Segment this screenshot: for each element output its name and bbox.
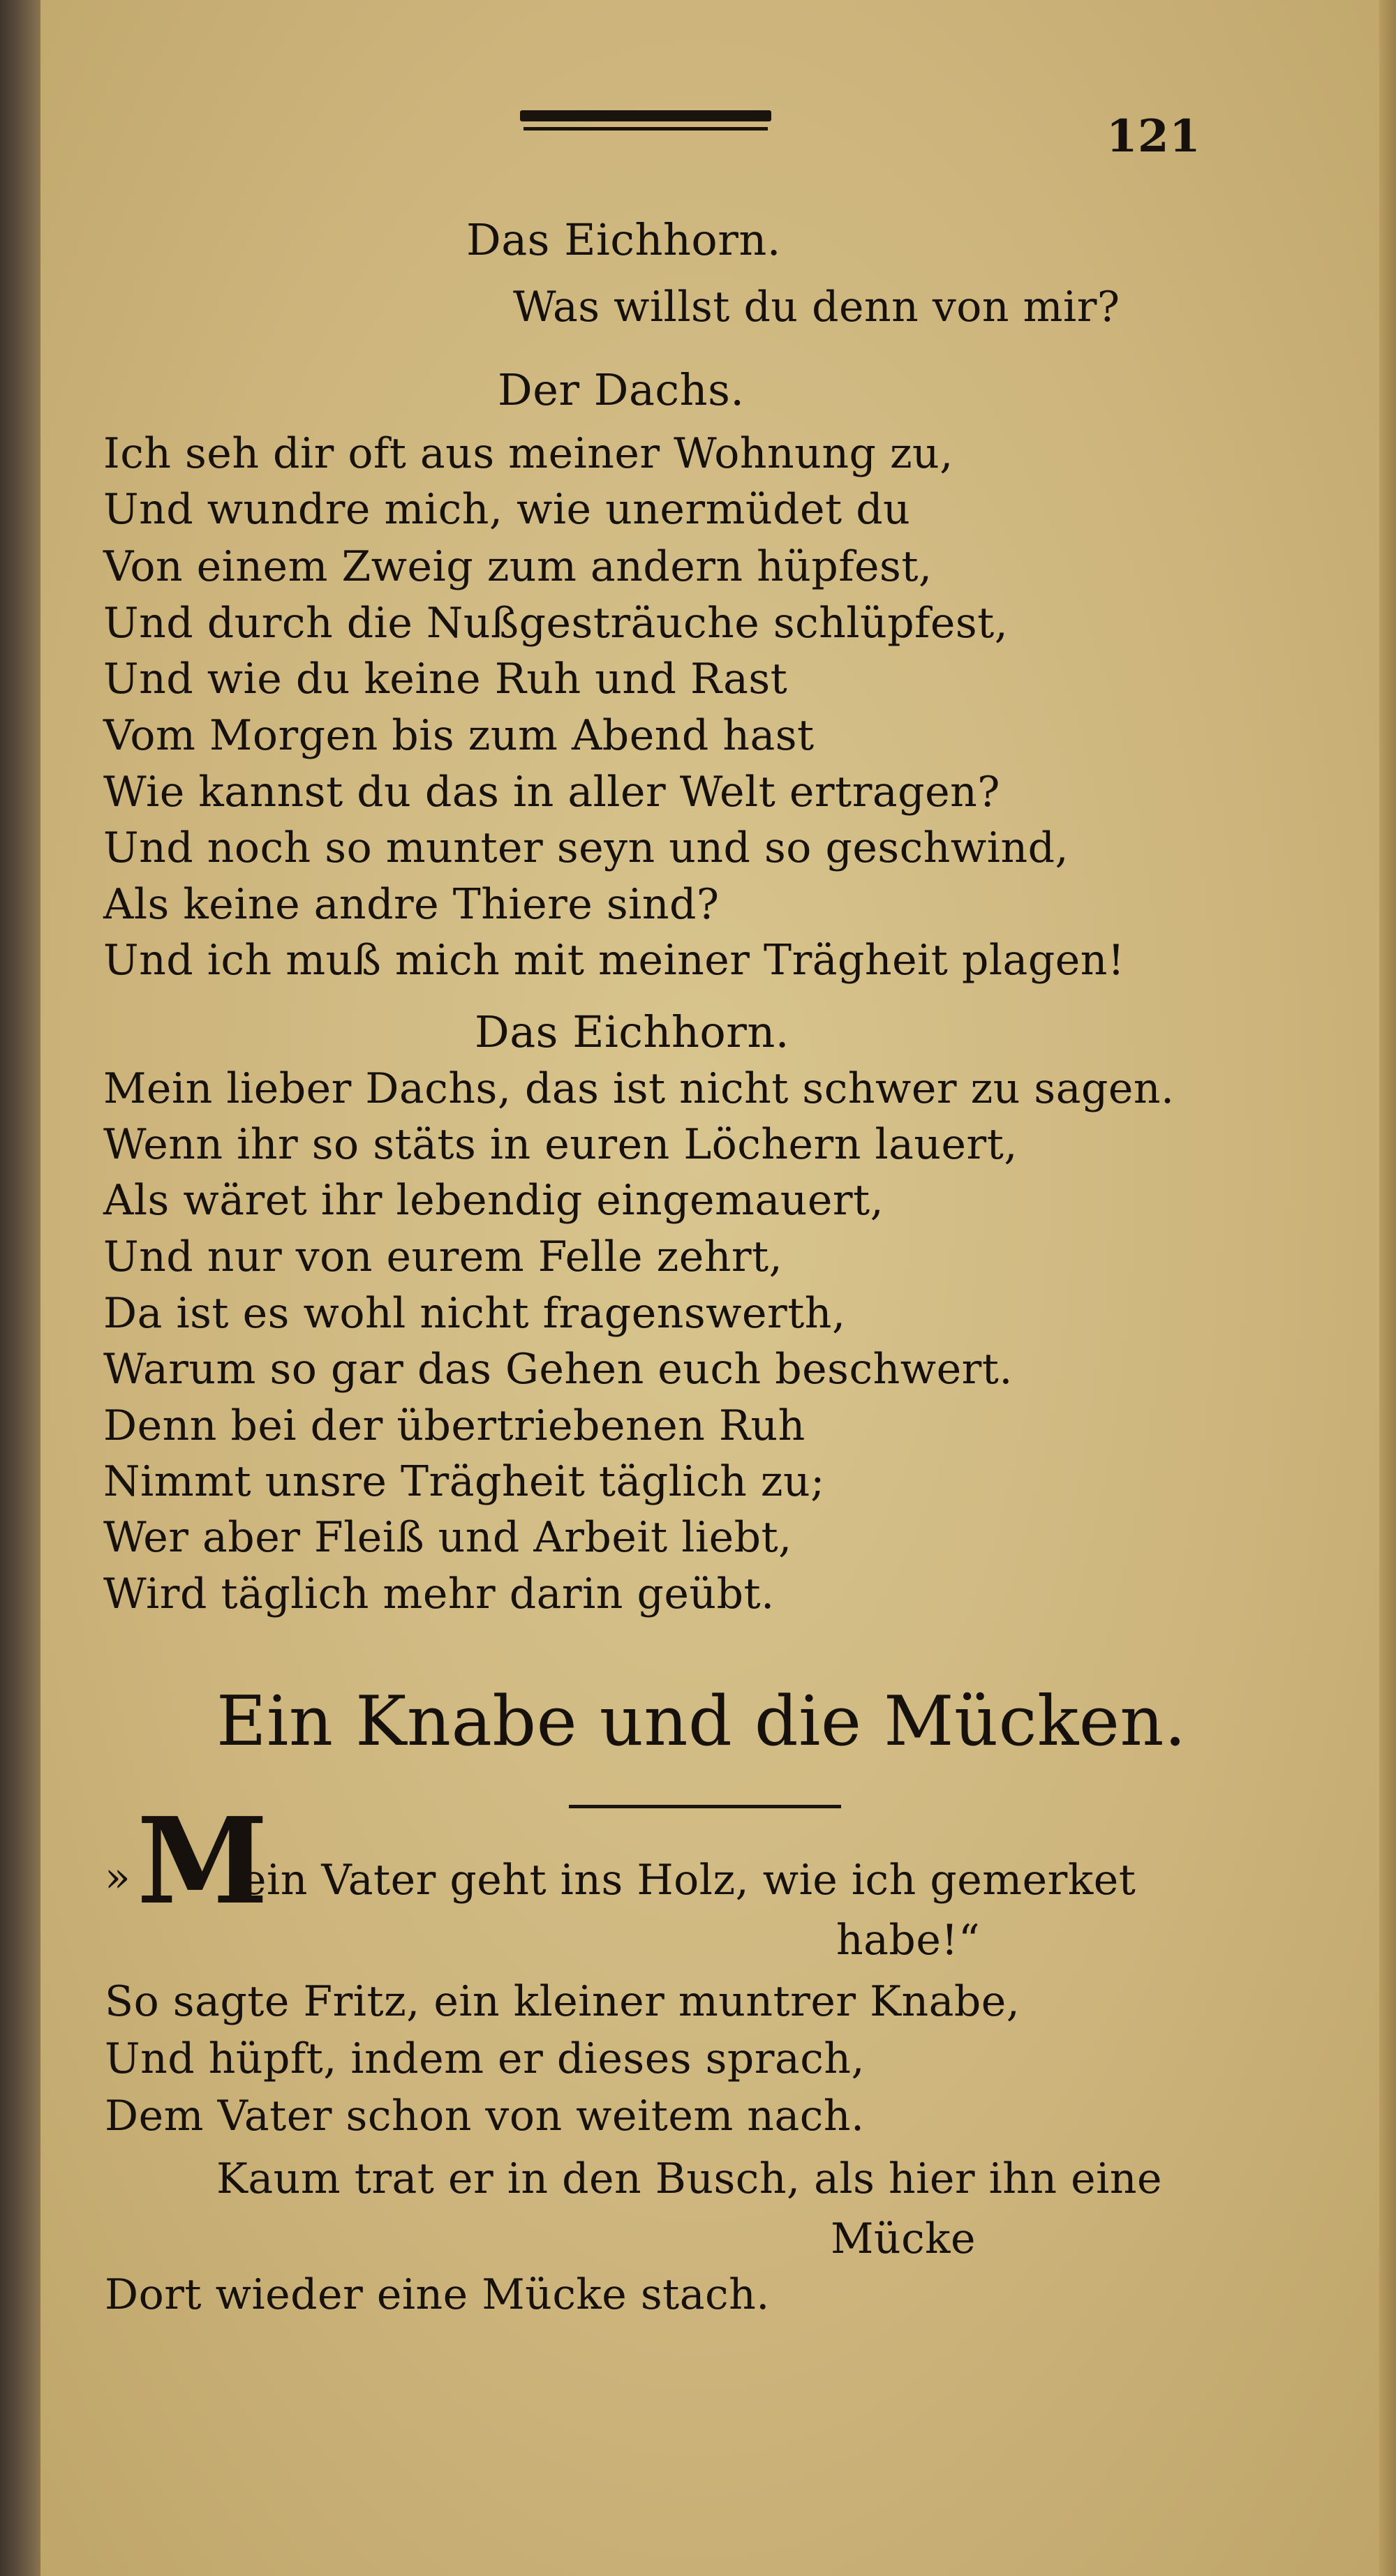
poem-title: Ein Knabe und die Mücken. [216,1682,1187,1762]
verse-line: Und nur von eurem Felle zehrt, [103,1233,783,1281]
verse-line: Nimmt unsre Trägheit täglich zu; [103,1457,825,1506]
speaker-label: Das Eichhorn. [466,214,781,265]
opening-quote: » [105,1853,131,1902]
book-binding-gutter [0,0,40,2576]
poem-line: Mücke [831,2214,977,2263]
verse-line: Denn bei der übertriebenen Ruh [103,1401,805,1450]
page-number: 121 [1106,110,1201,163]
poem-line: Dem Vater schon von weitem nach. [105,2092,865,2141]
verse-line: Von einem Zweig zum andern hüpfest, [103,542,933,591]
verse-line: Ich seh dir oft aus meiner Wohnung zu, [103,429,953,478]
verse-line: Als wäret ihr lebendig eingemauert, [103,1176,884,1225]
title-divider-rule [569,1805,841,1808]
poem-line: ein Vater geht ins Holz, wie ich gemerket [242,1856,1136,1905]
verse-line: Und ich muß mich mit meiner Trägheit plagen! [103,936,1125,985]
verse-line: Und wundre mich, wie unermüdet du [103,485,911,534]
verse-line: Wenn ihr so stäts in euren Löchern lauert, [103,1120,1018,1169]
verse-line: Und wie du keine Ruh und Rast [103,655,788,703]
poem-line: habe!“ [836,1916,981,1965]
verse-line: Und noch so munter seyn und so geschwind, [103,824,1069,872]
verse-line: Wird täglich mehr darin geübt. [103,1570,775,1618]
verse-line: Da ist es wohl nicht fragenswerth, [103,1289,846,1338]
verse-line: Wie kannst du das in aller Welt ertragen? [103,768,1000,817]
speaker-label: Das Eichhorn. [475,1006,789,1057]
poem-line: Kaum trat er in den Busch, als hier ihn eine [216,2154,1162,2203]
verse-line: Wer aber Fleiß und Arbeit liebt, [103,1513,792,1562]
poem-line: So sagte Fritz, ein kleiner muntrer Knabe, [105,1977,1020,2026]
page-edge [1379,0,1396,2576]
header-ornament-rule [520,110,771,121]
speaker-label: Der Dachs. [498,364,745,415]
verse-line: Und durch die Nußgesträuche schlüpfest, [103,599,1009,648]
verse-line: Als keine andre Thiere sind? [103,880,720,929]
verse-line: Was willst du denn von mir? [513,283,1120,332]
verse-line: Mein lieber Dachs, das ist nicht schwer zu sagen. [103,1064,1175,1113]
poem-line: Dort wieder eine Mücke stach. [105,2270,770,2319]
verse-line: Vom Morgen bis zum Abend hast [103,711,815,760]
verse-line: Warum so gar das Gehen euch beschwert. [103,1345,1013,1394]
drop-initial: M [137,1792,269,1931]
poem-line: Und hüpft, indem er dieses sprach, [105,2034,866,2083]
header-ornament-rule-thin [524,127,768,131]
